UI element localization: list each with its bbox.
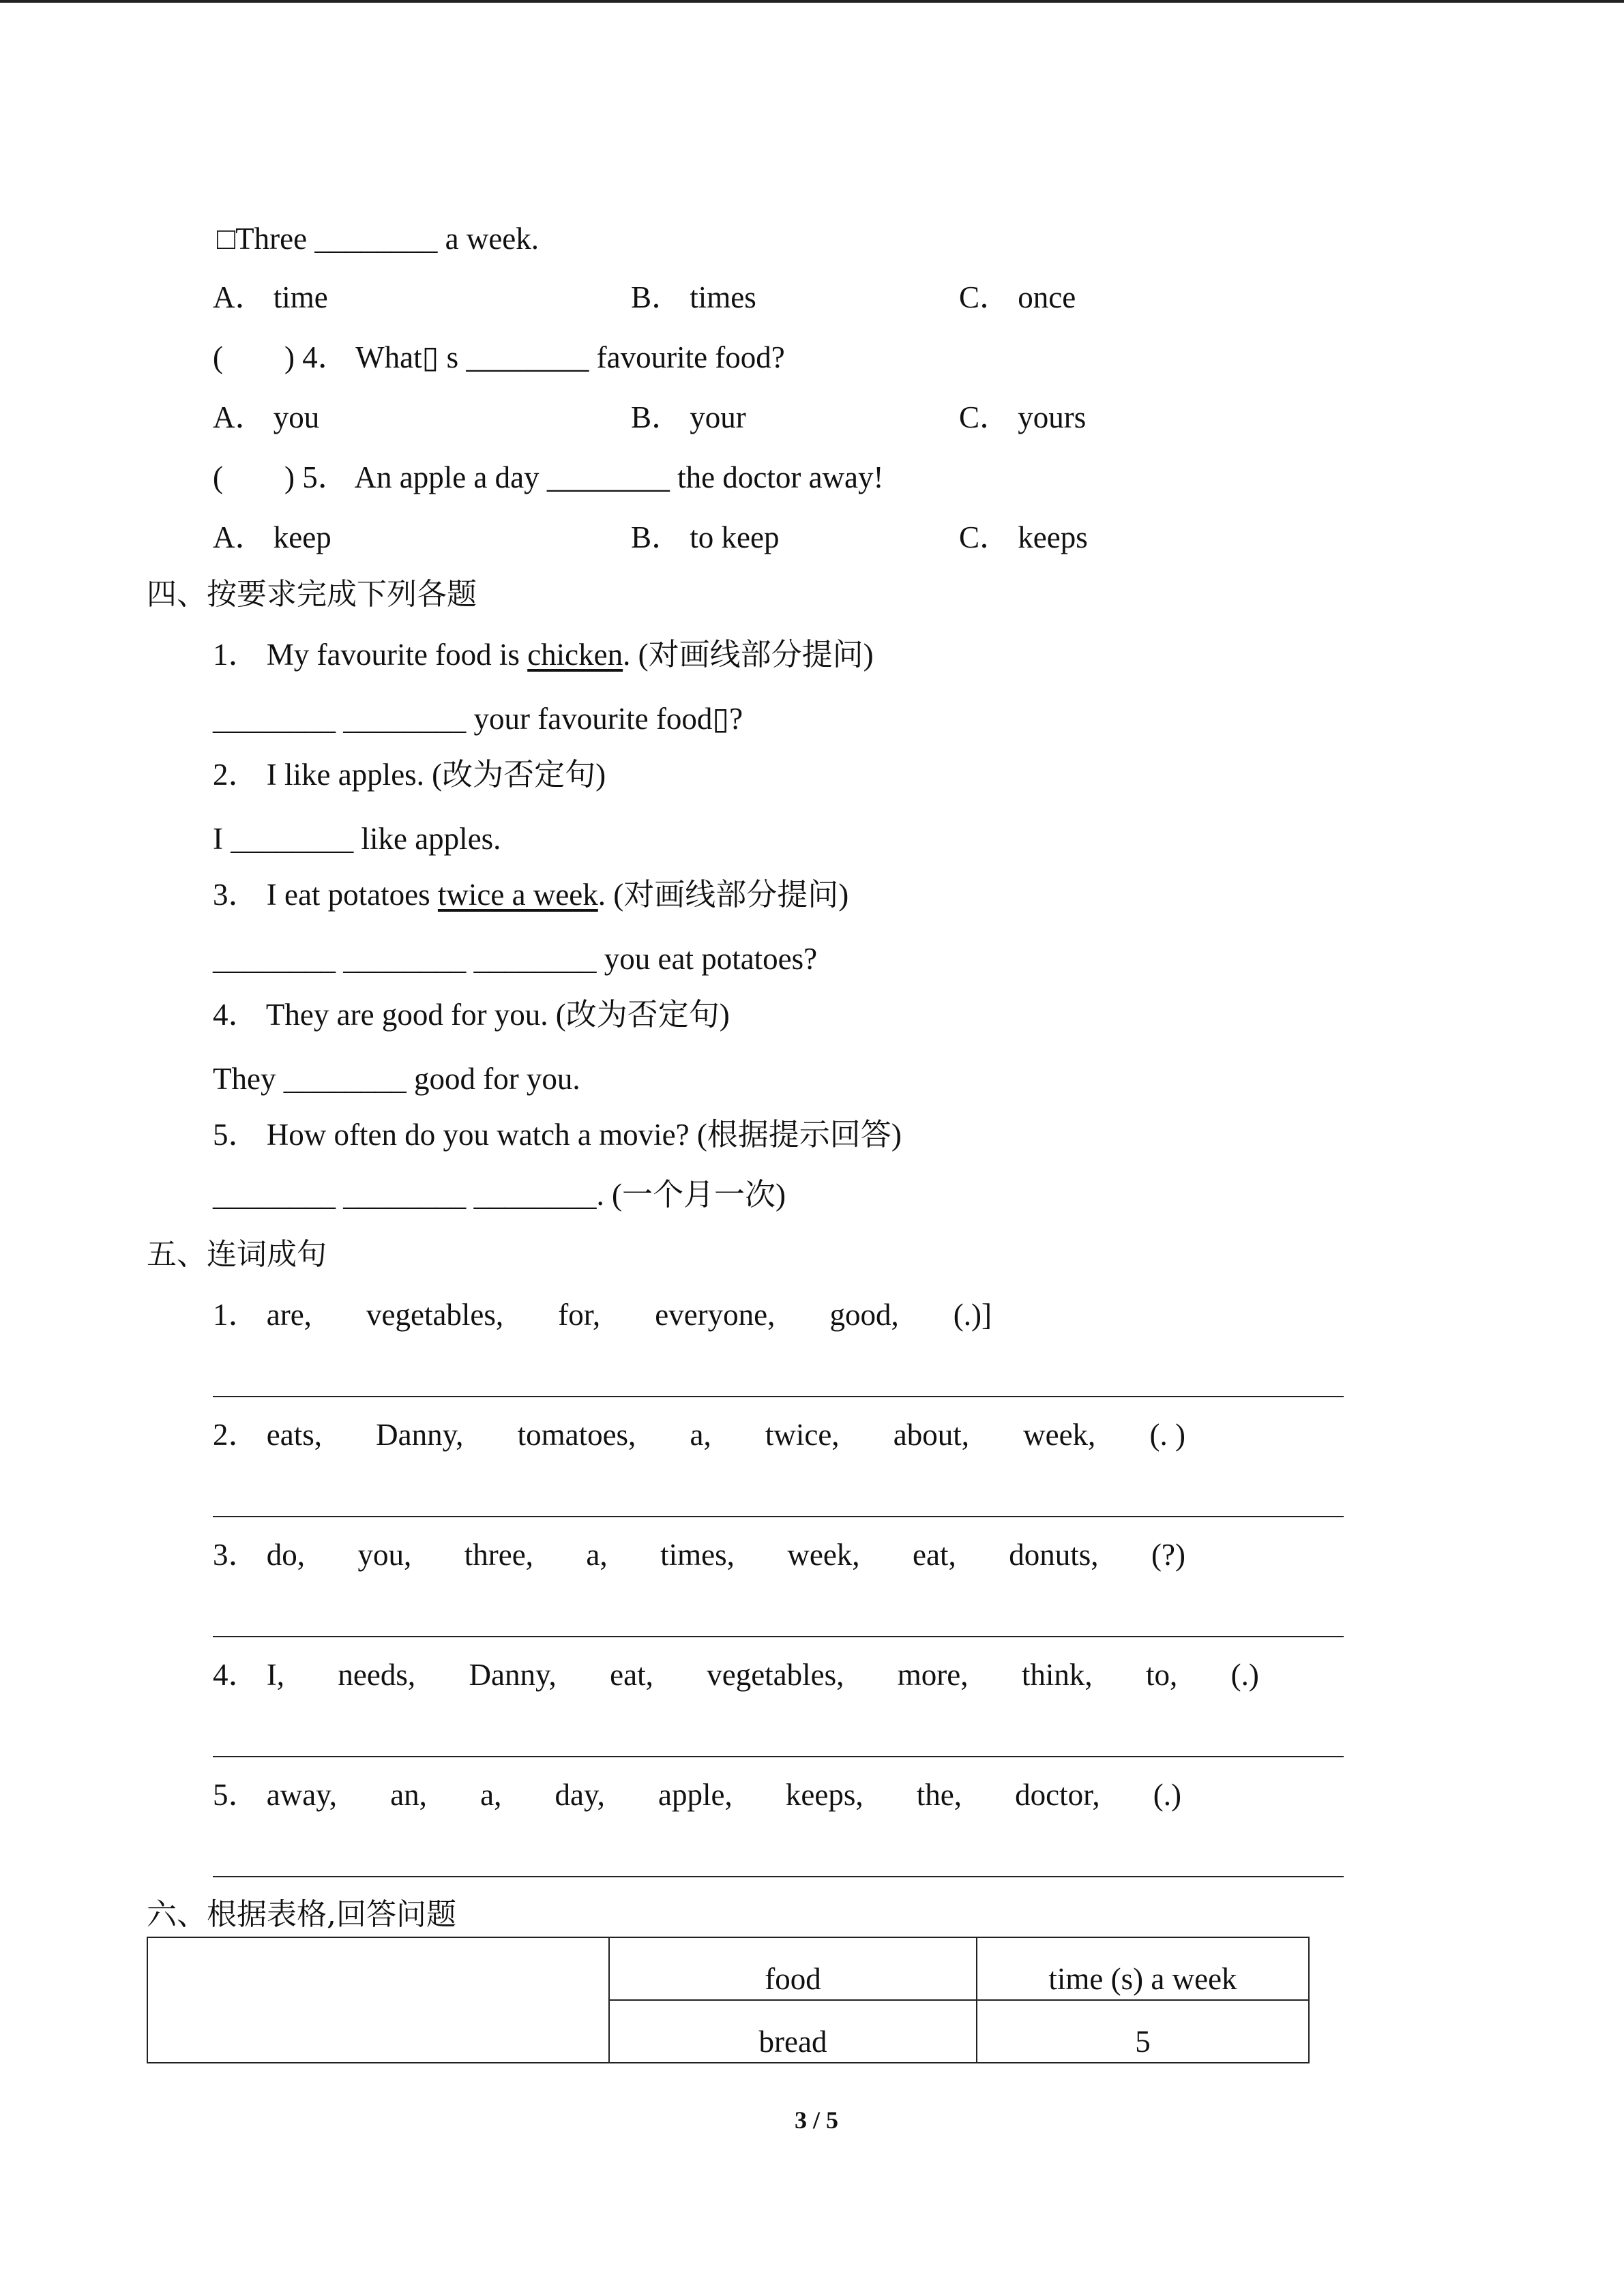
s4-item4-question: 4． They are good for you. (改为否定句) <box>213 998 730 1032</box>
word: 4． I, <box>213 1658 284 1692</box>
q5-option-b: B． to keep <box>631 520 780 554</box>
word: week, <box>1023 1418 1096 1452</box>
s4-item2-question: 2． I like apples. (改为否定句) <box>213 758 606 792</box>
word: (.) <box>1230 1658 1259 1692</box>
s4-item1-answer: ________ ________ your favourite food▯? <box>213 702 743 736</box>
word: more, <box>897 1658 969 1692</box>
s4-item5-question: 5． How often do you watch a movie? (根据提示回答) <box>213 1118 902 1152</box>
word: (.)] <box>953 1298 992 1332</box>
word: a, <box>480 1778 502 1812</box>
table-cell-blank <box>147 1937 609 2063</box>
section4-title: 四、按要求完成下列各题 <box>147 577 477 612</box>
table-cell-times: 5 <box>977 2000 1309 2063</box>
section6-title: 六、根据表格,回答问题 <box>147 1897 456 1932</box>
s4-item1-underlined: chicken <box>527 638 623 672</box>
s4-item5-answer: ________ ________ ________. (一个月一次) <box>213 1178 786 1212</box>
table-cell-food: bread <box>609 2000 977 2063</box>
q3-stem: □Three ________ a week. <box>217 222 540 256</box>
s5-item5-words <box>213 1780 1181 1810</box>
s5-item3-answer-line[interactable] <box>213 1636 1344 1637</box>
word: everyone, <box>655 1298 776 1332</box>
q5-option-c: C． keeps <box>959 520 1088 554</box>
word: 1． are, <box>213 1298 312 1332</box>
s5-item3-words <box>213 1540 1185 1570</box>
s5-item4-words <box>213 1660 1259 1690</box>
word: Danny, <box>376 1418 464 1452</box>
word: keeps, <box>785 1778 863 1812</box>
word: donuts, <box>1009 1538 1099 1572</box>
word: to, <box>1146 1658 1178 1692</box>
table-row <box>147 1937 1309 2000</box>
q3-option-c: C． once <box>959 280 1076 314</box>
word: an, <box>390 1778 427 1812</box>
q3-option-b: B． times <box>631 280 756 314</box>
q5-stem: ( ) 5． An apple a day ________ the doctor away! <box>213 460 884 494</box>
word: week, <box>787 1538 860 1572</box>
word: a, <box>586 1538 608 1572</box>
s4-item1-question: 1． My favourite food is chicken. (对画线部分提问) <box>213 638 874 672</box>
section5-title: 五、连词成句 <box>147 1237 327 1272</box>
table-header-food: food <box>609 1937 977 2000</box>
word: three, <box>464 1538 533 1572</box>
table-header-times: time (s) a week <box>977 1937 1309 2000</box>
word: twice, <box>765 1418 840 1452</box>
s5-item4-answer-line[interactable] <box>213 1756 1344 1757</box>
q4-stem: ( ) 4． What▯ s ________ favourite food? <box>213 340 785 374</box>
s4-item3-underlined: twice a week <box>437 878 598 912</box>
word: the, <box>916 1778 962 1812</box>
word: 2． eats, <box>213 1418 322 1452</box>
q5-option-a: A． keep <box>213 520 331 554</box>
word: vegetables, <box>366 1298 504 1332</box>
word: Danny, <box>469 1658 557 1692</box>
q3-option-a: A． time <box>213 280 328 314</box>
food-table <box>147 1937 1310 2063</box>
word: for, <box>558 1298 601 1332</box>
word: tomatoes, <box>517 1418 636 1452</box>
word: vegetables, <box>707 1658 844 1692</box>
word: apple, <box>658 1778 733 1812</box>
q4-option-b: B． your <box>631 400 746 434</box>
word: 5． away, <box>213 1778 338 1812</box>
word: a, <box>690 1418 711 1452</box>
s4-item3-question: 3． I eat potatoes twice a week. (对画线部分提问) <box>213 878 849 912</box>
q4-option-a: A． you <box>213 400 320 434</box>
page-number: 3 / 5 <box>795 2106 839 2134</box>
word: times, <box>660 1538 735 1572</box>
word: think, <box>1021 1658 1093 1692</box>
word: (?) <box>1151 1538 1185 1572</box>
word: eat, <box>913 1538 956 1572</box>
word: (. ) <box>1149 1418 1185 1452</box>
q4-option-c: C． yours <box>959 400 1087 434</box>
s5-item1-words <box>213 1300 992 1330</box>
word: needs, <box>338 1658 416 1692</box>
word: (.) <box>1153 1778 1181 1812</box>
word: about, <box>893 1418 969 1452</box>
word: good, <box>829 1298 899 1332</box>
word: 3． do, <box>213 1538 306 1572</box>
s4-item3-answer: ________ ________ ________ you eat potatoes? <box>213 942 818 976</box>
word: eat, <box>610 1658 653 1692</box>
s4-item2-answer: I ________ like apples. <box>213 822 501 856</box>
s5-item5-answer-line[interactable] <box>213 1876 1344 1877</box>
s4-item4-answer: They ________ good for you. <box>213 1062 580 1096</box>
word: doctor, <box>1015 1778 1100 1812</box>
word: you, <box>357 1538 412 1572</box>
s5-item2-answer-line[interactable] <box>213 1516 1344 1517</box>
page-top-border <box>0 0 1624 3</box>
word: day, <box>555 1778 605 1812</box>
s5-item2-words <box>213 1420 1185 1450</box>
s5-item1-answer-line[interactable] <box>213 1396 1344 1397</box>
